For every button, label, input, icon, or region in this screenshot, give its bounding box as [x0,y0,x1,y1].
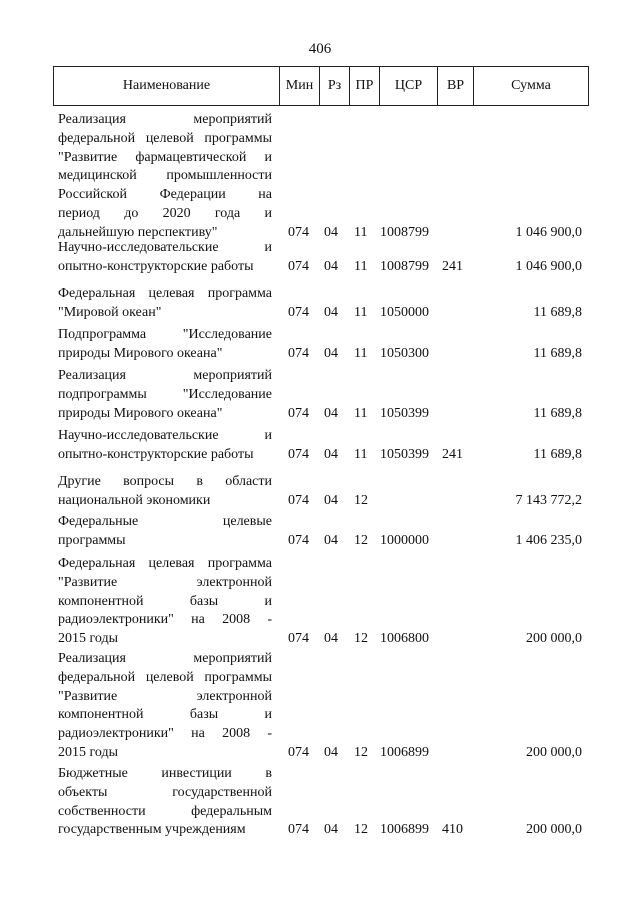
cell-pr: 12 [354,532,368,548]
column-header-vr: ВР [438,67,474,105]
column-header-name: Наименование [54,67,280,105]
cell-vr: 241 [442,258,463,274]
cell-rz: 04 [324,745,338,760]
row-name-line: Федеральная целевая программа [58,556,272,571]
column-header-rz: Рз [320,67,350,105]
cell-min: 074 [288,304,309,320]
cell-sum: 11 689,8 [533,345,582,361]
cell-rz: 04 [324,822,338,838]
row-name-line: природы Мирового океана" [58,405,223,421]
row-name-line: Федеральные целевые [58,514,272,529]
column-header-csr: ЦСР [380,67,438,105]
cell-pr: 12 [354,631,368,647]
cell-min: 074 [288,258,309,274]
cell-rz: 04 [324,405,338,421]
row-name-line: компонентной базы и [58,707,272,723]
row-name-line: 2015 годы [58,744,119,760]
table-row [0,473,640,511]
row-name-line: Российской Федерации на [58,187,272,203]
table-row [0,285,640,323]
table-row [0,427,640,465]
cell-pr: 11 [354,258,368,274]
row-name-line: природы Мирового океана" [58,345,223,361]
column-header-min: Мин [280,67,320,105]
row-name-line: "Развитие фармацевтической и [58,149,272,165]
row-name-line: Другие вопросы в области [58,474,272,489]
cell-sum: 1 406 235,0 [515,532,582,548]
row-name [58,650,272,763]
table-row [0,555,640,649]
cell-rz: 04 [324,532,338,548]
row-name [58,326,272,364]
cell-csr: 1050000 [380,304,429,320]
table-header [53,66,589,106]
cell-sum: 11 689,8 [533,405,582,421]
cell-vr: 410 [442,822,463,838]
table-row [0,513,640,551]
cell-rz: 04 [324,304,338,320]
row-name-line: "Развитие электронной [58,688,272,704]
cell-rz: 04 [324,345,338,361]
cell-pr: 11 [354,224,368,240]
row-name-line: 2015 годы [58,631,119,647]
cell-rz: 04 [324,631,338,647]
column-header-pr: ПР [350,67,380,105]
row-name-line: компонентной базы и [58,593,272,609]
row-name-line: федеральной целевой программы [58,669,272,685]
row-name-line: радиоэлектроники" на 2008 - [58,726,272,742]
cell-min: 074 [288,405,309,421]
table-row [0,650,640,763]
cell-sum: 11 689,8 [533,446,582,462]
row-name-line: Научно-исследовательские и [58,428,272,443]
cell-pr: 11 [354,446,368,462]
cell-vr: 241 [442,446,463,462]
cell-sum: 200 000,0 [526,822,582,838]
row-name-line: Реализация мероприятий [58,112,272,127]
cell-csr: 1050300 [380,345,429,361]
cell-min: 074 [288,631,309,647]
row-name [58,427,272,465]
table-row [0,326,640,364]
row-name-line: "Мировой океан" [58,304,162,320]
row-name-line: медицинской промышленности [58,168,272,184]
cell-sum: 1 046 900,0 [515,258,582,274]
row-name-line: "Развитие электронной [58,574,272,590]
table-row [0,239,640,277]
row-name-line: Федеральная целевая программа [58,286,272,301]
row-name-line: радиоэлектроники" на 2008 - [58,612,272,628]
cell-csr: 1050399 [380,405,429,421]
cell-sum: 200 000,0 [526,631,582,647]
row-name-line: Бюджетные инвестиции в [58,766,272,781]
row-name-line: государственным учреждениям [58,822,246,838]
row-name-line: объекты государственной [58,784,272,800]
row-name-line: национальной экономики [58,492,211,508]
cell-csr: 1006899 [380,745,429,760]
row-name [58,555,272,649]
cell-sum: 7 143 772,2 [515,492,582,508]
row-name [58,285,272,323]
row-name [58,367,272,423]
row-name-line: Реализация мероприятий [58,651,272,666]
cell-csr: 1008799 [380,224,429,240]
cell-min: 074 [288,446,309,462]
page-number: 406 [308,41,332,57]
table-row [0,367,640,423]
row-name [58,765,272,840]
cell-pr: 11 [354,345,368,361]
column-header-sum: Сумма [511,78,551,93]
row-name-line: дальнейшую перспективу" [58,224,218,240]
cell-sum: 1 046 900,0 [515,224,582,240]
row-name [58,473,272,511]
cell-min: 074 [288,345,309,361]
row-name [58,111,272,243]
cell-pr: 11 [354,405,368,421]
row-name-line: Научно-исследовательские и [58,240,272,255]
row-name-line: собственности федеральным [58,803,272,819]
table-row [0,111,640,243]
cell-min: 074 [288,224,309,240]
cell-csr: 1008799 [380,258,429,274]
row-name-line: опытно-конструкторские работы [58,446,254,462]
row-name-line: подпрограммы "Исследование [58,386,272,402]
row-name-line: Реализация мероприятий [58,368,272,383]
cell-pr: 12 [354,822,368,838]
cell-rz: 04 [324,446,338,462]
cell-min: 074 [288,822,309,838]
row-name-line: период до 2020 года и [58,205,272,221]
row-name-line: федеральной целевой программы [58,130,272,146]
row-name-line: Подпрограмма "Исследование [58,327,272,342]
row-name-line: опытно-конструкторские работы [58,258,254,274]
cell-pr: 12 [354,492,368,508]
row-name-line: программы [58,532,126,548]
cell-csr: 1006800 [380,631,429,647]
cell-min: 074 [288,532,309,548]
cell-min: 074 [288,745,309,760]
cell-csr: 1000000 [380,532,429,548]
cell-rz: 04 [324,492,338,508]
row-name [58,513,272,551]
cell-sum: 200 000,0 [526,745,582,760]
cell-rz: 04 [324,224,338,240]
cell-rz: 04 [324,258,338,274]
cell-min: 074 [288,492,309,508]
cell-sum: 11 689,8 [533,304,582,320]
row-name [58,239,272,277]
cell-csr: 1006899 [380,822,429,838]
cell-pr: 11 [354,304,368,320]
cell-csr: 1050399 [380,446,429,462]
cell-pr: 12 [354,745,368,760]
table-row [0,765,640,840]
